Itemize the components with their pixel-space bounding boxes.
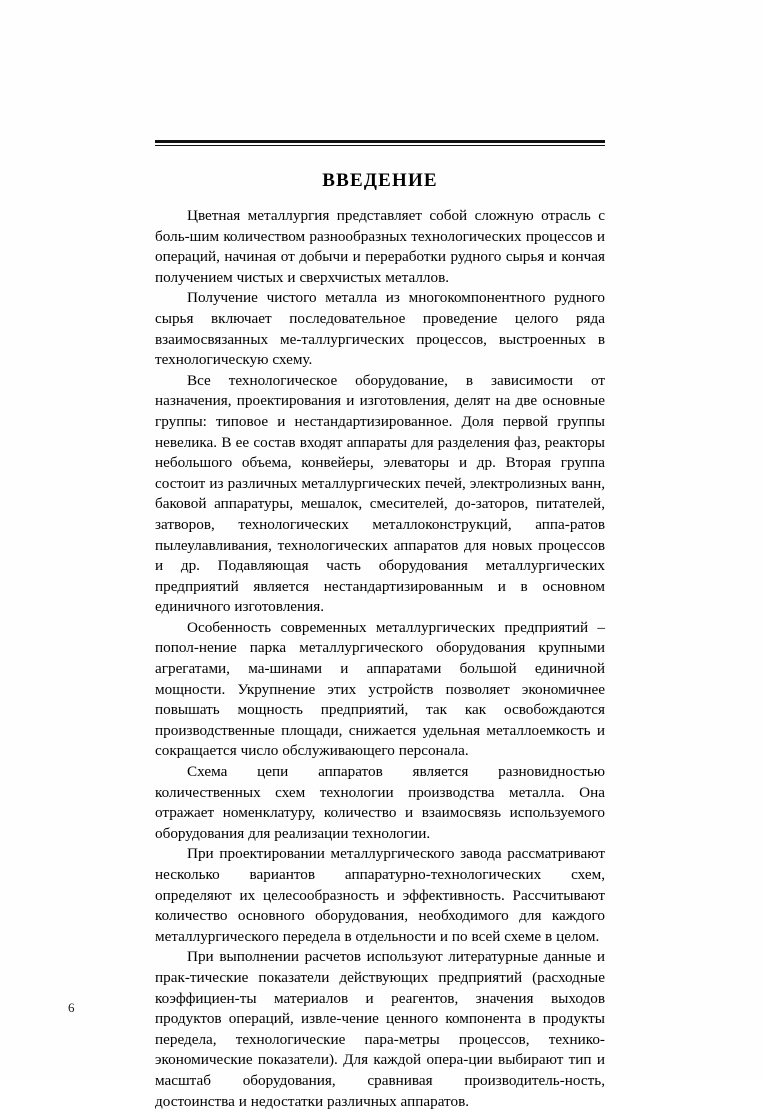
body-paragraph: Особенность современных металлургических предприятий – попол-нение парка металлургического оборудования крупными агрегатами, ма-шинами и аппаратами большой единичной мощности. Укрупнение этих устройств позволяет экономичнее повышать мощность предприятий, так как освобождаются производственные площади, снижается удельная металлоемкость и сокращается число обслуживающего персонала. [155, 618, 605, 760]
body-paragraph: При выполнении расчетов используют литературные данные и прак-тические показатели действующих предприятий (расходные коэффициен-ты материалов и реагентов, значения выходов продуктов операций, извле-чение ценного компонента в продукты передела, технологические пара-метры процессов, технико-экономические показатели). Для каждой опера-ции выбирают тип и масштаб оборудования, сравнивая производитель-ность, достоинства и недостатки различных аппаратов. [155, 948, 605, 1110]
title-divider-rule [155, 140, 605, 146]
page-title: ВВЕДЕНИЕ [322, 170, 438, 191]
body-paragraph: Схема цепи аппаратов является разновидностью количественных схем технологии производства металла. Она отражает номенклатуру, количество и взаимосвязь используемого оборудования для реализации технологии. [155, 763, 605, 842]
page-content [155, 140, 605, 1112]
body-paragraph: Цветная металлургия представляет собой сложную отрасль с боль-шим количеством разнообразных технологических процессов и операций, начиная от добычи и переработки рудного сырья и кончая получением чистых и сверхчистых металлов. [155, 207, 605, 286]
body-paragraph: При проектировании металлургического завода рассматривают несколько вариантов аппаратурно-технологических схем, определяют их целесообразность и эффективность. Рассчитывают количество основного оборудования, необходимого для каждого металлургического передела в отдельности и по всей схеме в целом. [155, 845, 605, 945]
body-paragraph: Получение чистого металла из многокомпонентного рудного сырья включает последовательное проведение целого ряда взаимосвязанных ме-таллургических процессов, выстроенных в технологическую схему. [155, 289, 605, 369]
page-number: 6 [68, 1000, 75, 1015]
body-paragraph: Все технологическое оборудование, в зависимости от назначения, проектирования и изготовления, делят на две основные группы: типовое и нестандартизированное. Доля первой группы невелика. В ее состав входят аппараты для разделения фаз, реакторы небольшого объема, конвейеры, элеваторы и др. Вторая группа состоит из различных металлургических печей, электролизных ванн, баковой аппаратуры, мешалок, смесителей, до-заторов, питателей, затворов, технологических металлоконструкций, аппа-ратов пылеулавливания, технологических аппаратов для новых процессов и др. Подавляющая часть оборудования металлургических предприятий является нестандартизированным и в основном единичного изготовления. [155, 371, 605, 616]
